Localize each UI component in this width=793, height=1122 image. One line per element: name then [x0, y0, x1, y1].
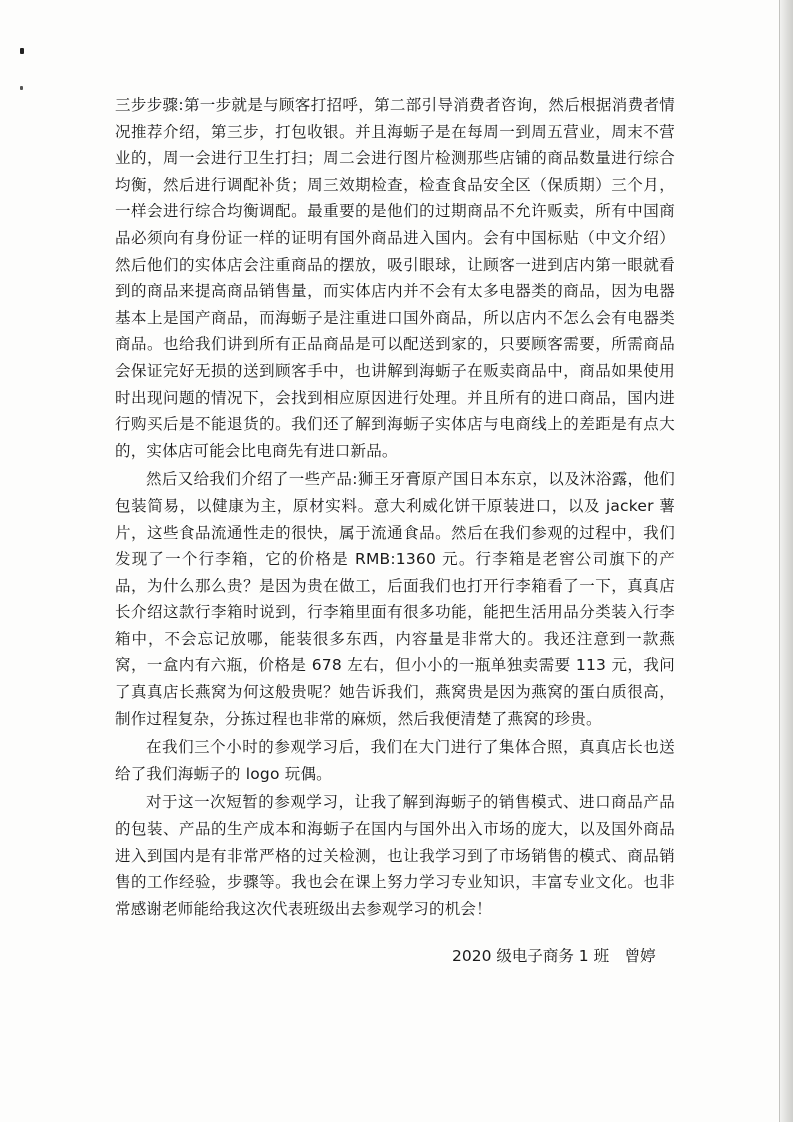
paragraph-group-photo: 在我们三个小时的参观学习后，我们在大门进行了集体合照，真真店长也送给了我们海蛎子的 logo 玩偶。 — [115, 738, 675, 783]
paragraph-products: 然后又给我们介绍了一些产品:狮王牙膏原产国日本东京，以及沐浴露，他们包装简易，以健康为主，原材实料。意大利威化饼干原装进口，以及 jacker 薯片，这些食品流通性走的很快，属于流通食品。然后在我们参观的过程中，我们发现了一个行李箱，它的价格是 RMB:1360 元。行李箱是老窖公司旗下的产品，为什么那么贵？是因为贵在做工，后面我们也打开行李箱看了一下，真真店长介绍这款行李箱时说到，行李箱里面有很多功能，能把生活用品分类装入行李箱中，不会忘记放哪，能装很多东西，内容量是非常大的。我还注意到一款燕窝，一盒内有六瓶，价格是 678 左右，但小小的一瓶单独卖需要 113 元，我问了真真店长燕窝为何这般贵呢？她告诉我们，燕窝贵是因为燕窝的蛋白质很高，制作过程复杂，分拣过程也非常的麻烦，然后我便清楚了燕窝的珍贵。 — [115, 470, 675, 728]
paragraph-conclusion: 对于这一次短暂的参观学习，让我了解到海蛎子的销售模式、进口商品产品的包装、产品的生产成本和海蛎子在国内与国外出入市场的庞大，以及国外商品进入到国内是有非常严格的过关检测，也让我学习到了市场销售的模式、商品销售的工作经验，步骤等。我也会在课上努力学习专业知识，丰富专业文化。也非常感谢老师能给我这次代表班级出去参观学习的机会！ — [115, 793, 675, 918]
scan-artifact-mark — [20, 86, 23, 90]
document-body — [115, 92, 675, 922]
paper-edge-shadow — [779, 0, 793, 1122]
scan-artifact-mark — [20, 48, 24, 54]
paper-edge-line — [779, 0, 780, 1122]
paragraph-sales-steps: 三步步骤:第一步就是与顾客打招呼，第二部引导消费者咨询，然后根据消费者情况推荐介绍，第三步，打包收银。并且海蛎子是在每周一到周五营业，周末不营业的，周一会进行卫生打扫；周二会进行图片检测那些店铺的商品数量进行综合均衡，然后进行调配补货；周三效期检查，检查食品安全区（保质期）三个月，一样会进行综合均衡调配。最重要的是他们的过期商品不允许贩卖，所有中国商品必须向有身份证一样的证明有国外商品进入国内。会有中国标贴（中文介绍）然后他们的实体店会注重商品的摆放，吸引眼球，让顾客一进到店内第一眼就看到的商品来提高商品销售量，而实体店内并不会有太多电器类的商品，因为电器基本上是国产商品，而海蛎子是注重进口国外商品，所以店内不怎么会有电器类商品。也给我们讲到所有正品商品是可以配送到家的，只要顾客需要，所需商品会保证完好无损的送到顾客手中，也讲解到海蛎子在贩卖商品中，商品如果使用时出现问题的情况下，会找到相应原因进行处理。并且所有的进口商品，国内进行购买后是不能退货的。我们还了解到海蛎子实体店与电商线上的差距是有点大的，实体店可能会比电商先有进口新品。 — [115, 96, 675, 460]
author-signature: 2020 级电子商务 1 班 曾婷 — [452, 947, 656, 965]
